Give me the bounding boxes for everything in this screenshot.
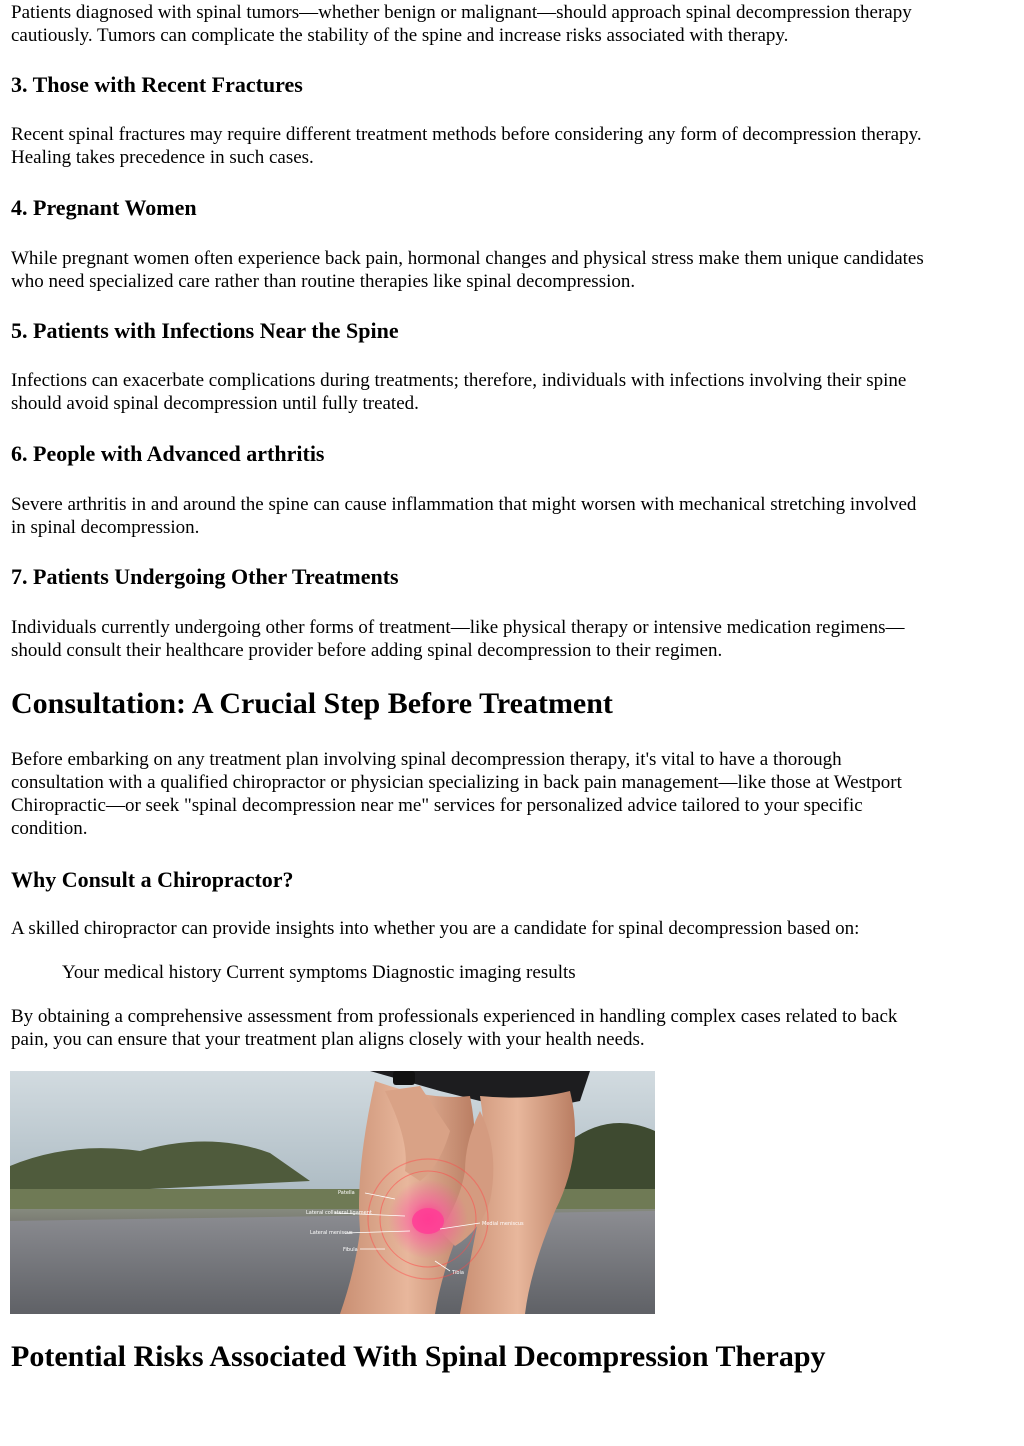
why-consult-list: Your medical history Current symptoms Diagnostic imaging results — [62, 962, 576, 983]
label-medial-meniscus: Medial meniscus — [482, 1221, 524, 1227]
heading-recent-fractures: 3. Those with Recent Fractures — [11, 72, 303, 97]
label-lateral-collateral-ligament: Lateral collateral ligament — [306, 1210, 372, 1216]
heading-infections: 5. Patients with Infections Near the Spine — [11, 318, 399, 343]
fractures-paragraph-line-2: Healing takes precedence in such cases. — [11, 147, 314, 168]
pregnant-paragraph-line-2: who need specialized care rather than routine therapies like spinal decompression. — [11, 271, 636, 292]
consultation-paragraph-line-1: Before embarking on any treatment plan involving spinal decompression therapy, it's vital to have a thorough — [11, 749, 842, 770]
heading-other-treatments: 7. Patients Undergoing Other Treatments — [11, 564, 399, 589]
other-treatments-paragraph-line-2: should consult their healthcare provider before adding spinal decompression to their regimen. — [11, 640, 723, 661]
arthritis-paragraph-line-2: in spinal decompression. — [11, 517, 200, 538]
road — [10, 1211, 655, 1314]
heading-pregnant-women: 4. Pregnant Women — [11, 195, 197, 220]
consultation-paragraph-line-3: Chiropractic—or seek "spinal decompression near me" services for personalized advice tailored to your specific — [11, 795, 863, 816]
label-lateral-meniscus: Lateral meniscus — [310, 1230, 353, 1236]
label-patella: Patella — [338, 1190, 355, 1196]
heading-arthritis: 6. People with Advanced arthritis — [11, 441, 325, 466]
infections-paragraph-line-1: Infections can exacerbate complications during treatments; therefore, individuals with infections involving their spine — [11, 370, 907, 391]
label-fibula: Fibula — [343, 1247, 358, 1253]
intro-paragraph-line-1: Patients diagnosed with spinal tumors—whether benign or malignant—should approach spinal decompression therapy — [11, 2, 912, 23]
heading-why-consult: Why Consult a Chiropractor? — [11, 867, 294, 892]
knee-joint-highlight — [412, 1208, 444, 1234]
other-treatments-paragraph-line-1: Individuals currently undergoing other forms of treatment—like physical therapy or intensive medication regimens— — [11, 617, 905, 638]
fractures-paragraph-line-1: Recent spinal fractures may require different treatment methods before considering any form of decompression therapy. — [11, 124, 922, 145]
consultation-paragraph-line-4: condition. — [11, 818, 88, 839]
intro-paragraph-line-2: cautiously. Tumors can complicate the stability of the spine and increase risks associated with therapy. — [11, 25, 789, 46]
knee-illustration — [10, 1071, 655, 1314]
arthritis-paragraph-line-1: Severe arthritis in and around the spine can cause inflammation that might worsen with mechanical stretching involved — [11, 494, 917, 515]
assessment-paragraph-line-1: By obtaining a comprehensive assessment from professionals experienced in handling complex cases related to back — [11, 1006, 898, 1027]
heading-consultation: Consultation: A Crucial Step Before Treatment — [11, 687, 613, 720]
label-tibia: Tibia — [452, 1270, 464, 1276]
heading-potential-risks: Potential Risks Associated With Spinal Decompression Therapy — [11, 1340, 826, 1373]
pregnant-paragraph-line-1: While pregnant women often experience back pain, hormonal changes and physical stress make them unique candidates — [11, 248, 924, 269]
assessment-paragraph-line-2: pain, you can ensure that your treatment plan aligns closely with your health needs. — [11, 1029, 645, 1050]
knee-pain-photo — [10, 1071, 655, 1314]
consultation-paragraph-line-2: consultation with a qualified chiropractor or physician specializing in back pain management—like those at Westport — [11, 772, 902, 793]
smartwatch — [393, 1071, 415, 1085]
why-consult-paragraph: A skilled chiropractor can provide insights into whether you are a candidate for spinal decompression based on: — [11, 918, 860, 939]
infections-paragraph-line-2: should avoid spinal decompression until fully treated. — [11, 393, 419, 414]
